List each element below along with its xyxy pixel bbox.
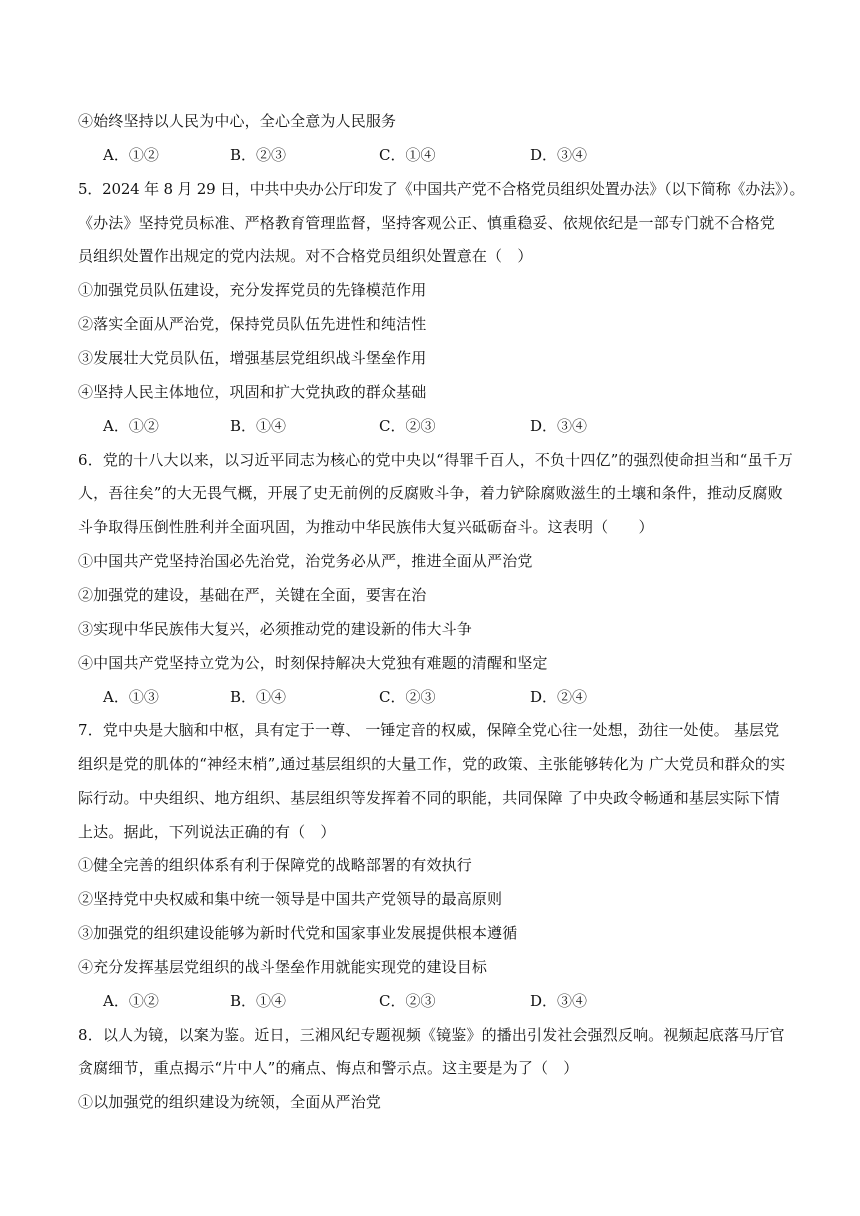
q6-stem-line-1: 6．党的十八大以来，以习近平同志为核心的党中央以“得罪千百人，不负十四亿”的强烈使命担当和“虽千万: [78, 451, 793, 469]
q7-statement-1: ①健全完善的组织体系有利于保障党的战略部署的有效执行: [78, 856, 472, 874]
q6-option-a: A．①③: [103, 688, 159, 706]
q5-statement-4: ④坚持人民主体地位，巩固和扩大党执政的群众基础: [78, 383, 427, 401]
q7-option-c: C．②③: [379, 992, 436, 1010]
q4-statement-4: ④始终坚持以人民为中心，全心全意为人民服务: [78, 112, 397, 130]
q6-option-c: C．②③: [379, 688, 436, 706]
q6-option-b: B．①④: [230, 688, 287, 706]
q6-statement-2: ②加强党的建设，基础在严，关键在全面，要害在治: [78, 586, 427, 604]
q8-stem-line-2: 贪腐细节，重点揭示“片中人”的痛点、悔点和警示点。这主要是为了（ ）: [78, 1059, 579, 1077]
q7-stem-line-3: 际行动。中央组织、地方组织、基层组织等发挥着不同的职能，共同保障 了中央政令畅通和基层实际下情: [78, 789, 780, 807]
q4-options: [0, 145, 860, 165]
q7-option-a: A．①②: [103, 992, 159, 1010]
q5-options: [0, 416, 860, 436]
q5-stem-line-1: 5．2024 年 8 月 29 日，中共中央办公厅印发了《中国共产党不合格党员组织处置办法》（以下简称《办法》）。: [78, 180, 805, 198]
q6-stem-line-2: 人，吾往矣”的大无畏气概，开展了史无前例的反腐败斗争，着力铲除腐败滋生的土壤和条件，推动反腐败: [78, 484, 783, 502]
q5-option-b: B．①④: [230, 417, 287, 435]
q4-option-b: B．②③: [230, 146, 287, 164]
q6-statement-1: ①中国共产党坚持治国必先治党，治党务必从严，推进全面从严治党: [78, 552, 533, 570]
q7-statement-3: ③加强党的组织建设能够为新时代党和国家事业发展提供根本遵循: [78, 924, 518, 942]
q8-statement-1: ①以加强党的组织建设为统领，全面从严治党: [78, 1093, 382, 1111]
q8-stem-line-1: 8．以人为镜，以案为鉴。近日，三湘风纪专题视频《镜鉴》的播出引发社会强烈反响。视频起底落马厅官: [78, 1026, 785, 1044]
q6-stem-line-3: 斗争取得压倒性胜利并全面巩固，为推动中华民族伟大复兴砥砺奋斗。这表明（ ）: [78, 518, 654, 536]
q7-statement-2: ②坚持党中央权威和集中统一领导是中国共产党领导的最高原则: [78, 890, 503, 908]
q6-option-d: D．②④: [530, 688, 588, 706]
q7-option-d: D．③④: [530, 992, 588, 1010]
q5-statement-3: ③发展壮大党员队伍，增强基层党组织战斗堡垒作用: [78, 349, 427, 367]
q5-statement-2: ②落实全面从严治党，保持党员队伍先进性和纯洁性: [78, 315, 427, 333]
q4-option-c: C．①④: [379, 146, 436, 164]
q6-statement-3: ③实现中华民族伟大复兴，必须推动党的建设新的伟大斗争: [78, 620, 472, 638]
q5-stem-line-2: 《办法》坚持党员标准、严格教育管理监督，坚持客观公正、慎重稳妥、依规依纪是一部专门就不合格党: [78, 214, 775, 232]
q5-option-a: A．①②: [103, 417, 159, 435]
q5-option-c: C．②③: [379, 417, 436, 435]
q5-statement-1: ①加强党员队伍建设，充分发挥党员的先锋模范作用: [78, 281, 427, 299]
q7-options: [0, 991, 860, 1011]
q4-option-d: D．③④: [530, 146, 588, 164]
q6-options: [0, 687, 860, 707]
q7-stem-line-2: 组织是党的肌体的“神经末梢”,通过基层组织的大量工作，党的政策、主张能够转化为 广大党员和群众的实: [78, 755, 786, 773]
q7-option-b: B．①④: [230, 992, 287, 1010]
q6-statement-4: ④中国共产党坚持立党为公，时刻保持解决大党独有难题的清醒和坚定: [78, 654, 548, 672]
q4-option-a: A．①②: [103, 146, 159, 164]
q7-stem-line-4: 上达。据此，下列说法正确的有（ ）: [78, 823, 336, 841]
q7-statement-4: ④充分发挥基层党组织的战斗堡垒作用就能实现党的建设目标: [78, 958, 488, 976]
q7-stem-line-1: 7．党中央是大脑和中枢，具有定于一尊、 一锤定音的权威，保障全党心往一处想，劲往一处使。 基层党: [78, 721, 780, 739]
q5-stem-line-3: 员组织处置作出规定的党内法规。对不合格党员组织处置意在（ ）: [78, 247, 533, 265]
q5-option-d: D．③④: [530, 417, 588, 435]
